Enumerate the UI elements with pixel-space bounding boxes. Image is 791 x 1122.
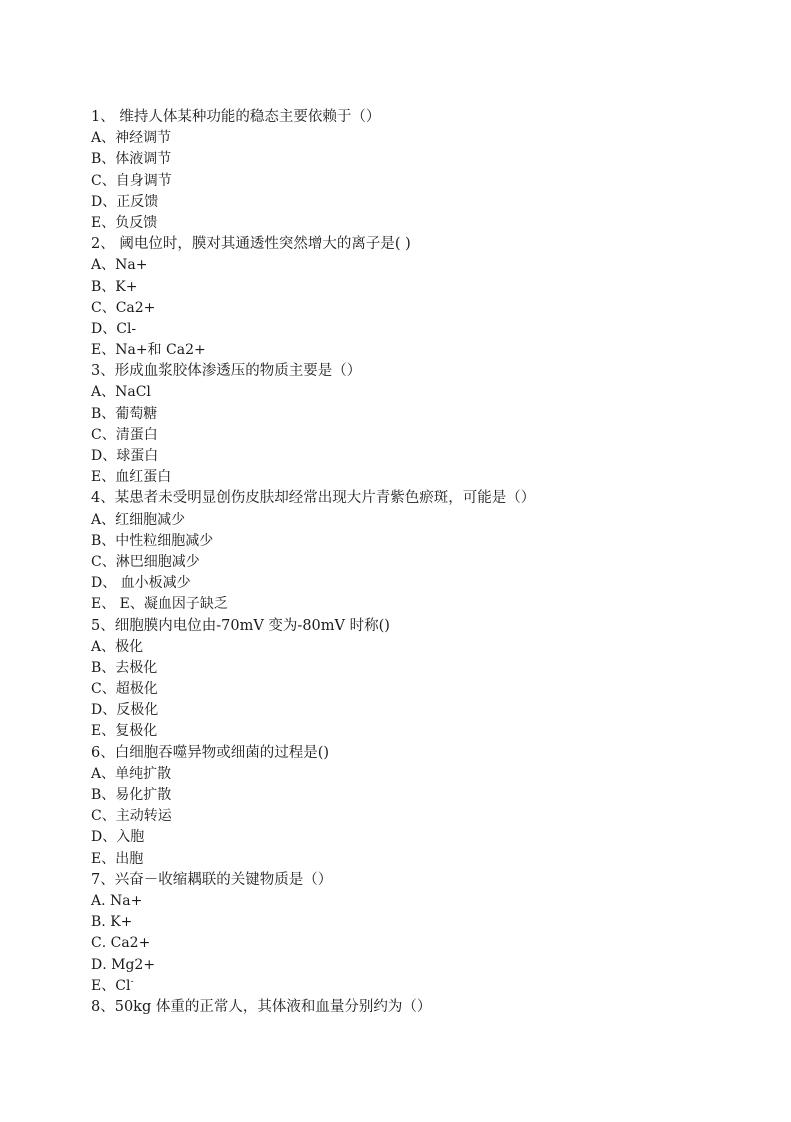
document-page <box>91 107 751 1018</box>
answer-option <box>91 552 751 573</box>
option-text: NaCl <box>115 384 151 401</box>
option-marker: E <box>91 469 102 486</box>
option-marker: E <box>91 977 102 994</box>
option-separator: 、 <box>101 787 116 803</box>
option-text: Cl <box>115 977 131 994</box>
option-separator: 、 <box>102 193 117 210</box>
option-separator: 、 <box>101 426 116 443</box>
option-marker: B <box>91 787 102 803</box>
option-text: 出胞 <box>115 850 144 867</box>
option-marker: B <box>91 278 102 295</box>
answer-option <box>91 700 751 721</box>
answer-option <box>91 912 751 933</box>
option-text: 主动转运 <box>115 808 172 825</box>
option-marker: B <box>91 914 102 931</box>
question-separator: 、 <box>100 744 115 761</box>
question-text: 细胞膜内电位由-70mV 变为-80mV 时称() <box>114 617 390 634</box>
option-text: 复极化 <box>115 723 158 740</box>
option-marker: D <box>91 956 103 973</box>
option-text: 自身调节 <box>115 172 172 189</box>
option-marker: D <box>91 448 103 464</box>
option-separator: 、 <box>101 638 116 655</box>
question-stem <box>91 234 751 255</box>
option-marker: B <box>91 405 102 422</box>
option-separator: 、 <box>101 596 116 613</box>
option-text: 淋巴细胞减少 <box>115 553 200 570</box>
option-text: 正反馈 <box>116 193 159 210</box>
answer-option <box>91 679 751 700</box>
question-number: 2 <box>91 236 101 253</box>
option-separator: 、 <box>101 278 116 295</box>
answer-option <box>91 149 751 170</box>
option-text: K+ <box>105 914 133 931</box>
question-number: 3 <box>91 363 101 380</box>
option-marker: D <box>91 702 103 719</box>
option-text: 神经调节 <box>115 130 172 147</box>
answer-option <box>91 849 751 870</box>
question-separator: 、 <box>100 617 115 634</box>
question-text: 维持人体某种功能的稳态主要依赖于（） <box>114 109 381 125</box>
answer-option <box>91 573 751 594</box>
question-text: 50kg 体重的正常人，其体液和血量分别约为（） <box>114 998 432 1015</box>
option-marker: A <box>91 765 102 782</box>
option-separator: 、 <box>101 659 116 676</box>
question-stem <box>91 870 751 891</box>
question-separator: 、 <box>100 490 115 507</box>
answer-option <box>91 827 751 848</box>
option-marker: E <box>91 596 102 613</box>
option-separator: 、 <box>101 765 116 782</box>
option-separator: 、 <box>102 448 117 464</box>
option-text: E、凝血因子缺乏 <box>115 596 228 613</box>
option-separator: 、 <box>101 384 116 401</box>
option-text: Mg2+ <box>106 956 156 973</box>
answer-option <box>91 298 751 319</box>
option-marker: A <box>91 384 102 401</box>
option-separator: . <box>102 956 107 973</box>
option-text: Na+和 Ca2+ <box>115 342 206 359</box>
option-text: 血小板减少 <box>116 575 191 592</box>
option-separator: . <box>101 892 106 909</box>
option-text: Ca2+ <box>106 935 151 952</box>
option-marker: C <box>91 808 102 825</box>
question-separator: 、 <box>100 236 115 253</box>
question-text: 阈电位时，膜对其通透性突然增大的离子是( ) <box>114 236 411 253</box>
option-text: K+ <box>115 278 138 295</box>
question-number: 1 <box>91 109 101 125</box>
charge-superscript: - <box>130 976 134 987</box>
answer-option <box>91 277 751 298</box>
option-text: Cl- <box>116 320 137 337</box>
option-marker: A <box>91 511 102 528</box>
answer-option <box>91 192 751 213</box>
answer-option <box>91 171 751 192</box>
answer-option <box>91 319 751 340</box>
option-text: 葡萄糖 <box>115 405 158 422</box>
answer-option <box>91 764 751 785</box>
option-text: 极化 <box>115 638 144 655</box>
option-separator: 、 <box>101 151 116 168</box>
answer-option <box>91 128 751 149</box>
option-separator: . <box>101 935 107 952</box>
question-text: 兴奋－收缩耦联的关键物质是（） <box>114 871 333 888</box>
question-text: 白细胞吞噬异物或细菌的过程是() <box>114 744 330 761</box>
option-text: 去极化 <box>115 659 158 676</box>
option-separator: 、 <box>101 850 116 867</box>
option-marker: A <box>91 892 102 909</box>
answer-option <box>91 213 751 234</box>
option-separator: 、 <box>101 130 116 147</box>
option-separator: . <box>101 914 106 931</box>
answer-option <box>91 785 751 806</box>
answer-option <box>91 467 751 488</box>
answer-option <box>91 594 751 615</box>
option-marker: B <box>91 659 102 676</box>
option-separator: 、 <box>101 681 116 698</box>
option-separator: 、 <box>101 299 116 316</box>
question-separator: 、 <box>100 363 115 380</box>
option-text: 单纯扩散 <box>115 765 172 782</box>
answer-option <box>91 976 751 997</box>
question-stem <box>91 361 751 382</box>
answer-option <box>91 510 751 531</box>
option-separator: 、 <box>101 553 116 570</box>
option-separator: 、 <box>101 511 116 528</box>
option-marker: E <box>91 342 102 359</box>
question-stem <box>91 107 751 128</box>
option-separator: 、 <box>101 977 116 994</box>
option-marker: D <box>91 193 103 210</box>
question-stem <box>91 743 751 764</box>
answer-option <box>91 382 751 403</box>
option-marker: D <box>91 320 103 337</box>
question-separator: 、 <box>100 109 115 125</box>
option-text: 清蛋白 <box>115 426 158 443</box>
option-text: Na+ <box>105 892 143 909</box>
option-marker: E <box>91 850 102 867</box>
option-separator: 、 <box>102 702 117 719</box>
option-text: 体液调节 <box>115 151 172 168</box>
question-number: 4 <box>91 490 101 507</box>
option-separator: 、 <box>101 257 116 274</box>
option-marker: A <box>91 257 102 274</box>
question-separator: 、 <box>100 998 115 1015</box>
answer-option <box>91 891 751 912</box>
option-text: Ca2+ <box>115 299 156 316</box>
option-marker: B <box>91 532 102 549</box>
option-marker: E <box>91 723 102 740</box>
option-marker: A <box>91 638 102 655</box>
answer-option <box>91 637 751 658</box>
answer-option <box>91 955 751 976</box>
question-number: 7 <box>91 871 101 888</box>
option-separator: 、 <box>101 723 116 740</box>
option-marker: C <box>91 172 102 189</box>
option-separator: 、 <box>101 808 116 825</box>
option-separator: 、 <box>102 320 117 337</box>
option-marker: C <box>91 553 102 570</box>
question-list <box>91 107 751 1018</box>
question-number: 6 <box>91 744 101 761</box>
option-text: 入胞 <box>116 829 145 846</box>
option-separator: 、 <box>101 342 116 359</box>
question-text: 某患者未受明显创伤皮肤却经常出现大片青紫色瘀斑，可能是（） <box>114 490 536 507</box>
option-marker: A <box>91 130 102 147</box>
option-marker: C <box>91 426 102 443</box>
option-text: 球蛋白 <box>116 448 159 464</box>
option-separator: 、 <box>101 532 116 549</box>
answer-option <box>91 531 751 552</box>
option-marker: C <box>91 935 102 952</box>
option-text: 血红蛋白 <box>115 469 172 486</box>
option-marker: B <box>91 151 102 168</box>
question-separator: 、 <box>100 871 115 888</box>
answer-option <box>91 255 751 276</box>
question-number: 8 <box>91 998 101 1015</box>
question-stem <box>91 997 751 1018</box>
option-marker: C <box>91 681 102 698</box>
option-text: 负反馈 <box>115 214 158 231</box>
answer-option <box>91 404 751 425</box>
option-separator: 、 <box>101 172 116 189</box>
question-stem <box>91 616 751 637</box>
answer-option <box>91 340 751 361</box>
option-separator: 、 <box>102 829 117 846</box>
option-separator: 、 <box>102 575 117 592</box>
option-separator: 、 <box>101 214 116 231</box>
answer-option <box>91 933 751 954</box>
option-separator: 、 <box>101 405 116 422</box>
option-text: 反极化 <box>116 702 159 719</box>
answer-option <box>91 721 751 742</box>
answer-option <box>91 446 751 467</box>
option-marker: D <box>91 829 103 846</box>
option-text: 中性粒细胞减少 <box>115 532 214 549</box>
answer-option <box>91 425 751 446</box>
question-stem <box>91 488 751 509</box>
answer-option <box>91 658 751 679</box>
question-text: 形成血浆胶体渗透压的物质主要是（） <box>114 363 362 380</box>
answer-option <box>91 806 751 827</box>
option-text: Na+ <box>115 257 148 274</box>
option-text: 超极化 <box>115 681 158 698</box>
question-number: 5 <box>91 617 101 634</box>
option-text: 易化扩散 <box>115 787 172 803</box>
option-marker: E <box>91 214 102 231</box>
option-text: 红细胞减少 <box>115 511 186 528</box>
option-marker: C <box>91 299 102 316</box>
option-separator: 、 <box>101 469 116 486</box>
option-marker: D <box>91 575 103 592</box>
